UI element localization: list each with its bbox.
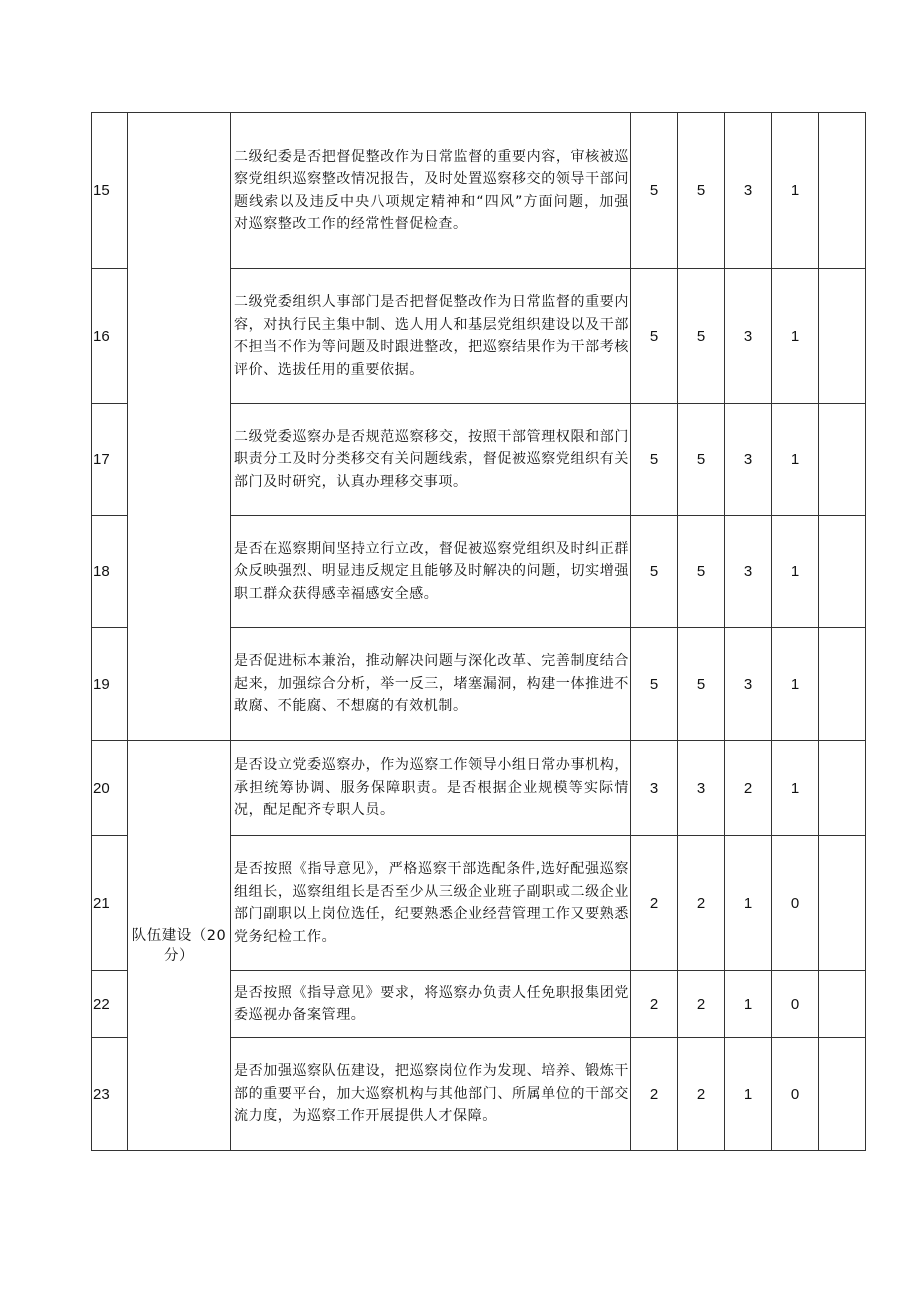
score-actual xyxy=(819,516,866,628)
item-number: 17 xyxy=(92,404,128,516)
item-description: 是否在巡察期间坚持立行立改，督促被巡察党组织及时纠正群众反映强烈、明显违反规定且能够及时解决的问题，切实增强职工群众获得感幸福感安全感。 xyxy=(231,516,631,628)
item-description: 是否按照《指导意见》，严格巡察干部选配条件,选好配强巡察组组长，巡察组组长是否至少从三级企业班子副职或二级企业部门副职以上岗位选任，纪要熟悉企业经营管理工作又要熟悉党务纪检工作。 xyxy=(231,836,631,971)
score-full: 2 xyxy=(631,1038,678,1151)
table-row xyxy=(92,741,866,836)
score-fair: 3 xyxy=(725,404,772,516)
score-actual xyxy=(819,971,866,1038)
score-good: 5 xyxy=(678,404,725,516)
score-poor: 1 xyxy=(772,628,819,741)
score-poor: 0 xyxy=(772,971,819,1038)
item-description: 二级纪委是否把督促整改作为日常监督的重要内容，审核被巡察党组织巡察整改情况报告，及时处置巡察移交的领导干部问题线索以及违反中央八项规定精神和“四风”方面问题，加强对巡察整改工作的经常性督促检查。 xyxy=(231,113,631,269)
score-full: 2 xyxy=(631,971,678,1038)
score-good: 5 xyxy=(678,516,725,628)
item-number: 20 xyxy=(92,741,128,836)
score-good: 2 xyxy=(678,836,725,971)
score-fair: 2 xyxy=(725,741,772,836)
score-poor: 1 xyxy=(772,269,819,404)
item-number: 18 xyxy=(92,516,128,628)
item-description: 二级党委巡察办是否规范巡察移交，按照干部管理权限和部门职责分工及时分类移交有关问题线索，督促被巡察党组织有关部门及时研究，认真办理移交事项。 xyxy=(231,404,631,516)
score-full: 2 xyxy=(631,836,678,971)
item-number: 19 xyxy=(92,628,128,741)
score-full: 5 xyxy=(631,269,678,404)
score-actual xyxy=(819,836,866,971)
score-poor: 1 xyxy=(772,516,819,628)
score-fair: 3 xyxy=(725,113,772,269)
score-actual xyxy=(819,1038,866,1151)
score-fair: 1 xyxy=(725,1038,772,1151)
score-good: 2 xyxy=(678,971,725,1038)
score-full: 5 xyxy=(631,404,678,516)
score-good: 5 xyxy=(678,269,725,404)
item-description: 是否按照《指导意见》要求，将巡察办负责人任免职报集团党委巡视办备案管理。 xyxy=(231,971,631,1038)
item-description: 二级党委组织人事部门是否把督促整改作为日常监督的重要内容，对执行民主集中制、选人用人和基层党组织建设以及干部不担当不作为等问题及时跟进整改，把巡察结果作为干部考核评价、选拔任用的重要依据。 xyxy=(231,269,631,404)
score-fair: 1 xyxy=(725,971,772,1038)
score-poor: 1 xyxy=(772,404,819,516)
item-number: 23 xyxy=(92,1038,128,1151)
score-poor: 1 xyxy=(772,113,819,269)
score-poor: 0 xyxy=(772,836,819,971)
score-good: 5 xyxy=(678,628,725,741)
item-number: 21 xyxy=(92,836,128,971)
category-cell xyxy=(128,113,231,741)
score-full: 5 xyxy=(631,113,678,269)
score-actual xyxy=(819,404,866,516)
score-full: 5 xyxy=(631,628,678,741)
score-fair: 1 xyxy=(725,836,772,971)
score-good: 3 xyxy=(678,741,725,836)
evaluation-table xyxy=(91,112,866,1151)
score-full: 3 xyxy=(631,741,678,836)
score-fair: 3 xyxy=(725,269,772,404)
item-number: 22 xyxy=(92,971,128,1038)
score-good: 5 xyxy=(678,113,725,269)
score-poor: 0 xyxy=(772,1038,819,1151)
item-number: 16 xyxy=(92,269,128,404)
item-description: 是否促进标本兼治，推动解决问题与深化改革、完善制度结合起来，加强综合分析，举一反三，堵塞漏洞，构建一体推进不敢腐、不能腐、不想腐的有效机制。 xyxy=(231,628,631,741)
score-full: 5 xyxy=(631,516,678,628)
score-fair: 3 xyxy=(725,628,772,741)
category-label: 队伍建设（20分） xyxy=(131,927,227,964)
score-actual xyxy=(819,113,866,269)
item-number: 15 xyxy=(92,113,128,269)
score-fair: 3 xyxy=(725,516,772,628)
score-good: 2 xyxy=(678,1038,725,1151)
score-actual xyxy=(819,628,866,741)
score-poor: 1 xyxy=(772,741,819,836)
category-cell xyxy=(128,741,231,1151)
score-actual xyxy=(819,741,866,836)
table-row xyxy=(92,113,866,269)
item-description: 是否设立党委巡察办，作为巡察工作领导小组日常办事机构，承担统筹协调、服务保障职责。是否根据企业规模等实际情况，配足配齐专职人员。 xyxy=(231,741,631,836)
score-actual xyxy=(819,269,866,404)
item-description: 是否加强巡察队伍建设，把巡察岗位作为发现、培养、锻炼干部的重要平台，加大巡察机构与其他部门、所属单位的干部交流力度，为巡察工作开展提供人才保障。 xyxy=(231,1038,631,1151)
